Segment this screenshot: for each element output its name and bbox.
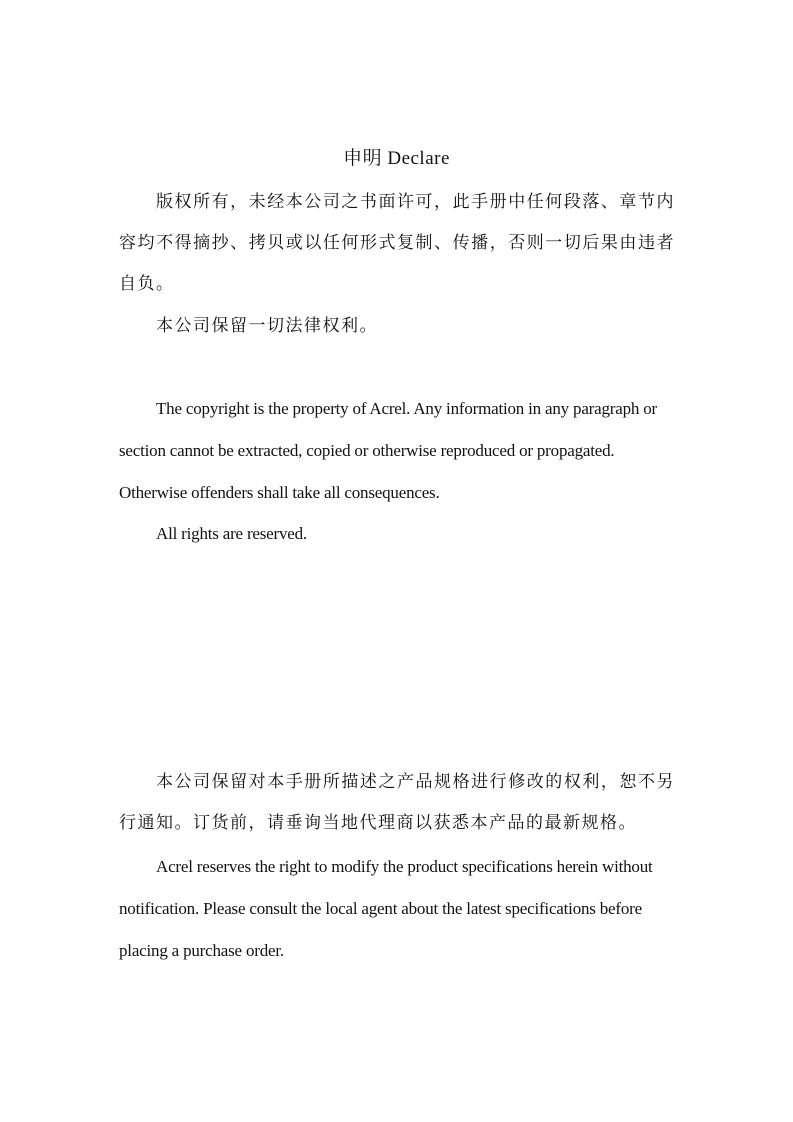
zh-copyright-paragraph: 版权所有，未经本公司之书面许可，此手册中任何段落、章节内容均不得摘抄、拷贝或以任何形式复制、传播，否则一切后果由违者自负。	[119, 192, 675, 293]
zh-rights-paragraph: 本公司保留一切法律权利。	[156, 316, 378, 335]
en-spec-paragraph: Acrel reserves the right to modify the product specifications herein without notification. Please consult the local agent about the latest specifications before placing a purchase order.	[119, 857, 653, 960]
zh-spec-paragraph: 本公司保留对本手册所描述之产品规格进行修改的权利，恕不另行通知。订货前，请垂询当地代理商以获悉本产品的最新规格。	[119, 772, 675, 832]
en-rights-paragraph: All rights are reserved.	[156, 524, 307, 543]
en-copyright-paragraph: The copyright is the property of Acrel. Any information in any paragraph or section cannot be extracted, copied or otherwise reproduced or propagated. Otherwise offenders shall take all consequences.	[119, 399, 657, 502]
page-title: 申明 Declare	[343, 148, 450, 169]
